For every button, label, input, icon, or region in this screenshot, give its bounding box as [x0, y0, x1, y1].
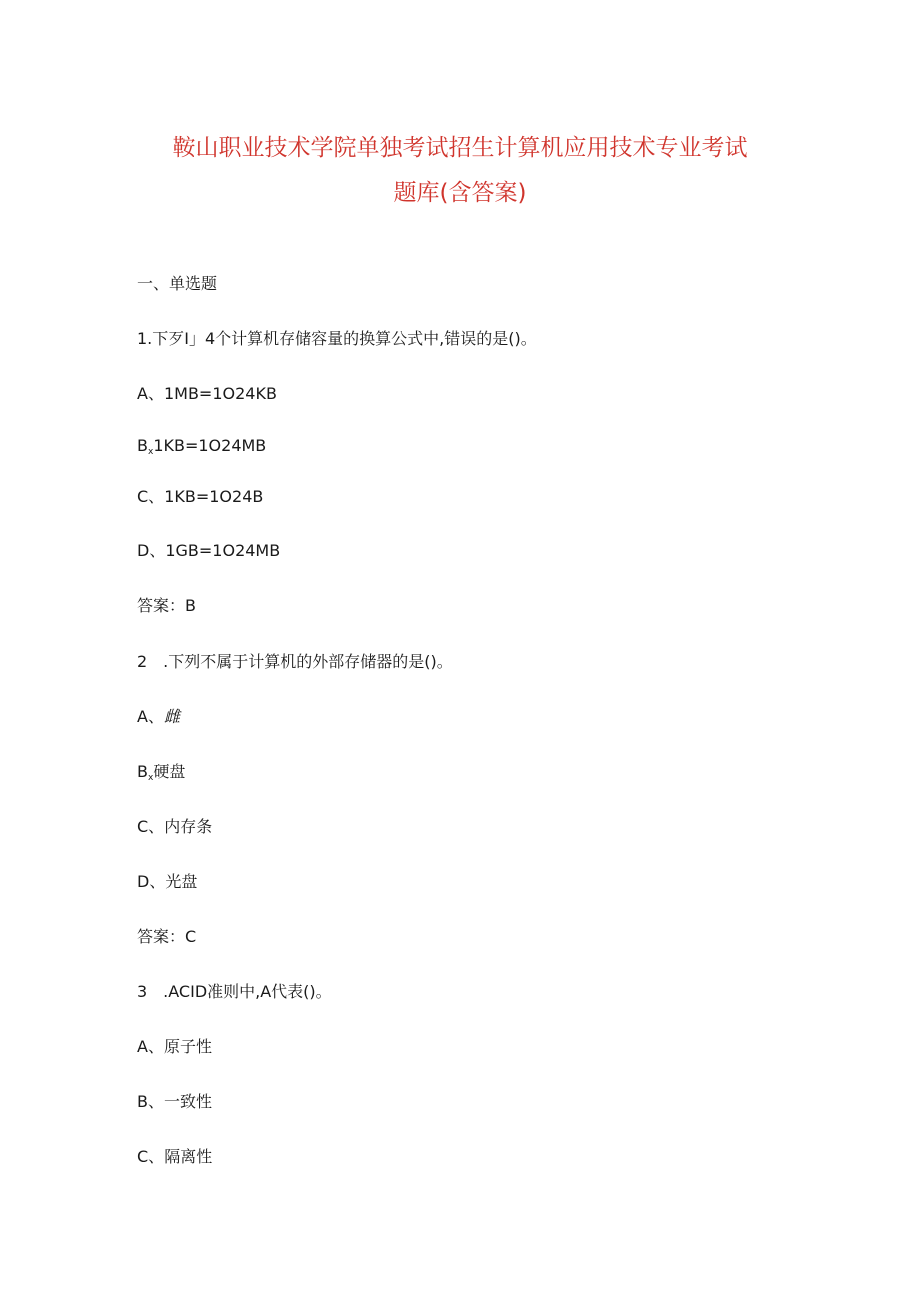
question-3-option-a: [137, 1036, 212, 1058]
option-text: 原子性: [163, 1037, 212, 1056]
option-text: 硬盘: [153, 762, 186, 781]
option-prefix: B: [137, 436, 148, 455]
option-text: 1KB=1O24MB: [153, 436, 267, 455]
question-1-option-c: [137, 486, 263, 508]
question-1-option-b: [137, 435, 266, 463]
option-text: 隔离性: [164, 1147, 213, 1166]
option-text: 一致性: [163, 1092, 212, 1111]
document-title-line-1: 鞍山职业技术学院单独考试招生计算机应用技术专业考试: [172, 135, 748, 161]
option-text: 内存条: [164, 817, 213, 836]
option-text: 1GB=1O24MB: [165, 541, 281, 560]
option-prefix: D、: [137, 541, 166, 560]
question-2-answer: 答案：C: [137, 927, 197, 946]
option-prefix: D、: [137, 872, 166, 891]
question-1-answer: 答案：B: [137, 596, 196, 615]
question-2-option-b: [137, 761, 185, 789]
question-2-option-c: [137, 816, 212, 838]
question-3-option-c: [137, 1146, 212, 1168]
option-prefix: C、: [137, 1147, 165, 1166]
question-2-option-d: [137, 871, 197, 893]
question-1-stem: 1.下歹I」4个计算机存储容量的换算公式中,错误的是()。: [137, 329, 537, 348]
option-prefix: A、: [137, 384, 164, 403]
option-text: 1KB=1O24B: [164, 487, 264, 506]
question-1-option-d: [137, 540, 280, 562]
option-text: 雌: [163, 707, 180, 726]
question-2-stem: 2 .下列不属于计算机的外部存储器的是()。: [137, 652, 453, 671]
option-prefix: C、: [137, 817, 165, 836]
option-prefix-subscript: x: [147, 773, 154, 783]
question-1-option-a: [137, 383, 277, 405]
option-prefix: C、: [137, 487, 165, 506]
document-title-line-2: 题库(含答案): [393, 180, 527, 206]
option-prefix-subscript: x: [147, 447, 154, 457]
option-prefix: B: [137, 762, 148, 781]
question-3-stem: 3 .ACID准则中,A代表()。: [137, 982, 332, 1001]
section-heading: 一、单选题: [137, 274, 218, 293]
option-text: 光盘: [165, 872, 198, 891]
option-prefix: A、: [137, 707, 164, 726]
question-3-option-b: [137, 1091, 212, 1113]
option-prefix: B、: [137, 1092, 164, 1111]
option-text: 1MB=1O24KB: [163, 384, 277, 403]
question-2-option-a: [137, 706, 180, 728]
option-prefix: A、: [137, 1037, 164, 1056]
